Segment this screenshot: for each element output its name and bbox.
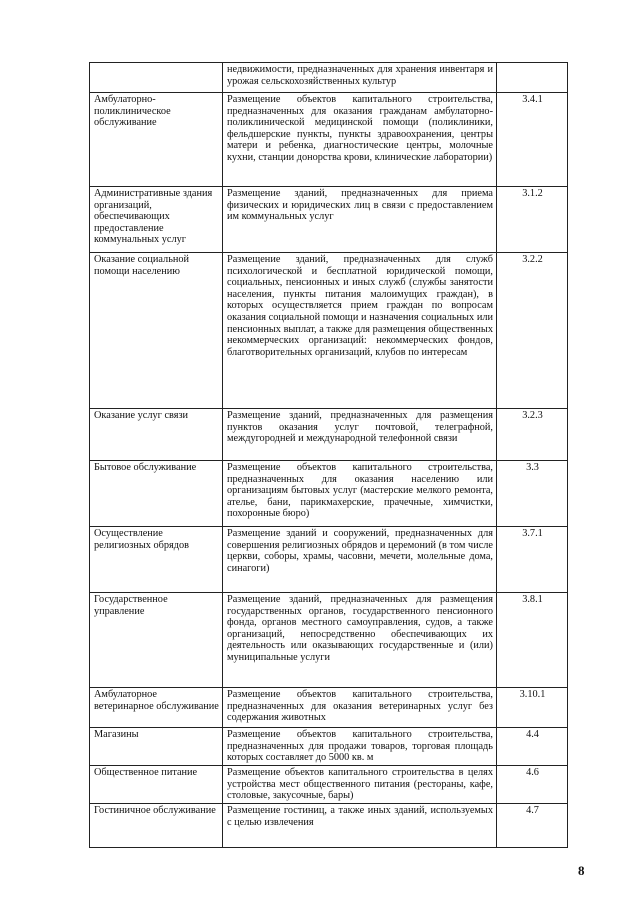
page-number: 8 [578, 863, 585, 878]
permitted-use-description: Размещение объектов капитального строительства, предназначенных для оказания гражданам амбулаторно-поликлинической медицинской помощи (поликлиники, фельдшерские пункты, пункты здравоохранения, центры матери и ребенка, диагностические центры, молочные кухни, станции донорства крови, клинические лаборатории) [223, 93, 497, 187]
permitted-use-description: Размещение зданий, предназначенных для служб психологической и бесплатной юридической помощи, социальных, пенсионных и иных служб (службы занятости населения, пункты питания малоимущих граждан), в которых осуществляется прием граждан по вопросам оказания социальной помощи и назначения социальных или пенсионных выплат, а также для размещения общественных некоммерческих организаций: некоммерческих фондов, благотворительных организаций, клубов по интересам [223, 253, 497, 409]
permitted-use-description: Размещение объектов капитального строительства, предназначенных для продажи товаров, торговая площадь которых составляет до 5000 кв. м [223, 728, 497, 766]
table-row [90, 187, 568, 253]
table-row [90, 527, 568, 593]
classifier-code: 4.4 [497, 728, 568, 766]
table-row [90, 804, 568, 848]
table-row [90, 688, 568, 728]
permitted-use-description: недвижимости, предназначенных для хранения инвентаря и урожая сельскохозяйственных культур [223, 63, 497, 93]
classifier-code: 4.6 [497, 766, 568, 804]
permitted-use-description: Размещение гостиниц, а также иных зданий, используемых с целью извлечения [223, 804, 497, 848]
permitted-use-description: Размещение зданий, предназначенных для размещения пунктов оказания услуг почтовой, телеграфной, междугородней и международной телефонной связи [223, 409, 497, 461]
classifier-code: 4.7 [497, 804, 568, 848]
permitted-use-name: Амбулаторное ветеринарное обслуживание [90, 688, 223, 728]
permitted-use-name: Магазины [90, 728, 223, 766]
classifier-code [497, 63, 568, 93]
classifier-code: 3.4.1 [497, 93, 568, 187]
table-row [90, 593, 568, 688]
permitted-use-name: Оказание социальной помощи населению [90, 253, 223, 409]
table-row [90, 63, 568, 93]
table-row [90, 409, 568, 461]
classifier-code: 3.2.2 [497, 253, 568, 409]
table-row [90, 728, 568, 766]
permitted-use-name: Амбулаторно-поликлиническое обслуживание [90, 93, 223, 187]
classifier-code: 3.7.1 [497, 527, 568, 593]
land-use-table [89, 62, 568, 848]
permitted-use-name: Осуществление религиозных обрядов [90, 527, 223, 593]
permitted-use-name: Административные здания организаций, обеспечивающих предоставление коммунальных услуг [90, 187, 223, 253]
classifier-code: 3.8.1 [497, 593, 568, 688]
permitted-use-description: Размещение зданий и сооружений, предназначенных для совершения религиозных обрядов и церемоний (в том числе церкви, соборы, храмы, часовни, мечети, молельные дома, синагоги) [223, 527, 497, 593]
classifier-code: 3.2.3 [497, 409, 568, 461]
classifier-code: 3.1.2 [497, 187, 568, 253]
permitted-use-name [90, 63, 223, 93]
permitted-use-name: Гостиничное обслуживание [90, 804, 223, 848]
classifier-code: 3.10.1 [497, 688, 568, 728]
permitted-use-name: Общественное питание [90, 766, 223, 804]
permitted-use-description: Размещение объектов капитального строительства, предназначенных для оказания населению или организациям бытовых услуг (мастерские мелкого ремонта, ателье, бани, парикмахерские, прачечные, химчистки, похоронные бюро) [223, 461, 497, 527]
permitted-use-name: Бытовое обслуживание [90, 461, 223, 527]
table-row [90, 253, 568, 409]
permitted-use-description: Размещение зданий, предназначенных для размещения государственных органов, государственного пенсионного фонда, органов местного самоуправления, судов, а также организаций, непосредственно обеспечивающих их деятельность или оказывающих государственные и (или) муниципальные услуги [223, 593, 497, 688]
table-row [90, 766, 568, 804]
permitted-use-name: Государственное управление [90, 593, 223, 688]
permitted-use-description: Размещение зданий, предназначенных для приема физических и юридических лиц в связи с предоставлением им коммунальных услуг [223, 187, 497, 253]
table-row [90, 93, 568, 187]
permitted-use-description: Размещение объектов капитального строительства в целях устройства мест общественного питания (рестораны, кафе, столовые, закусочные, бары) [223, 766, 497, 804]
classifier-code: 3.3 [497, 461, 568, 527]
permitted-use-name: Оказание услуг связи [90, 409, 223, 461]
table-row [90, 461, 568, 527]
permitted-use-description: Размещение объектов капитального строительства, предназначенных для оказания ветеринарных услуг без содержания животных [223, 688, 497, 728]
